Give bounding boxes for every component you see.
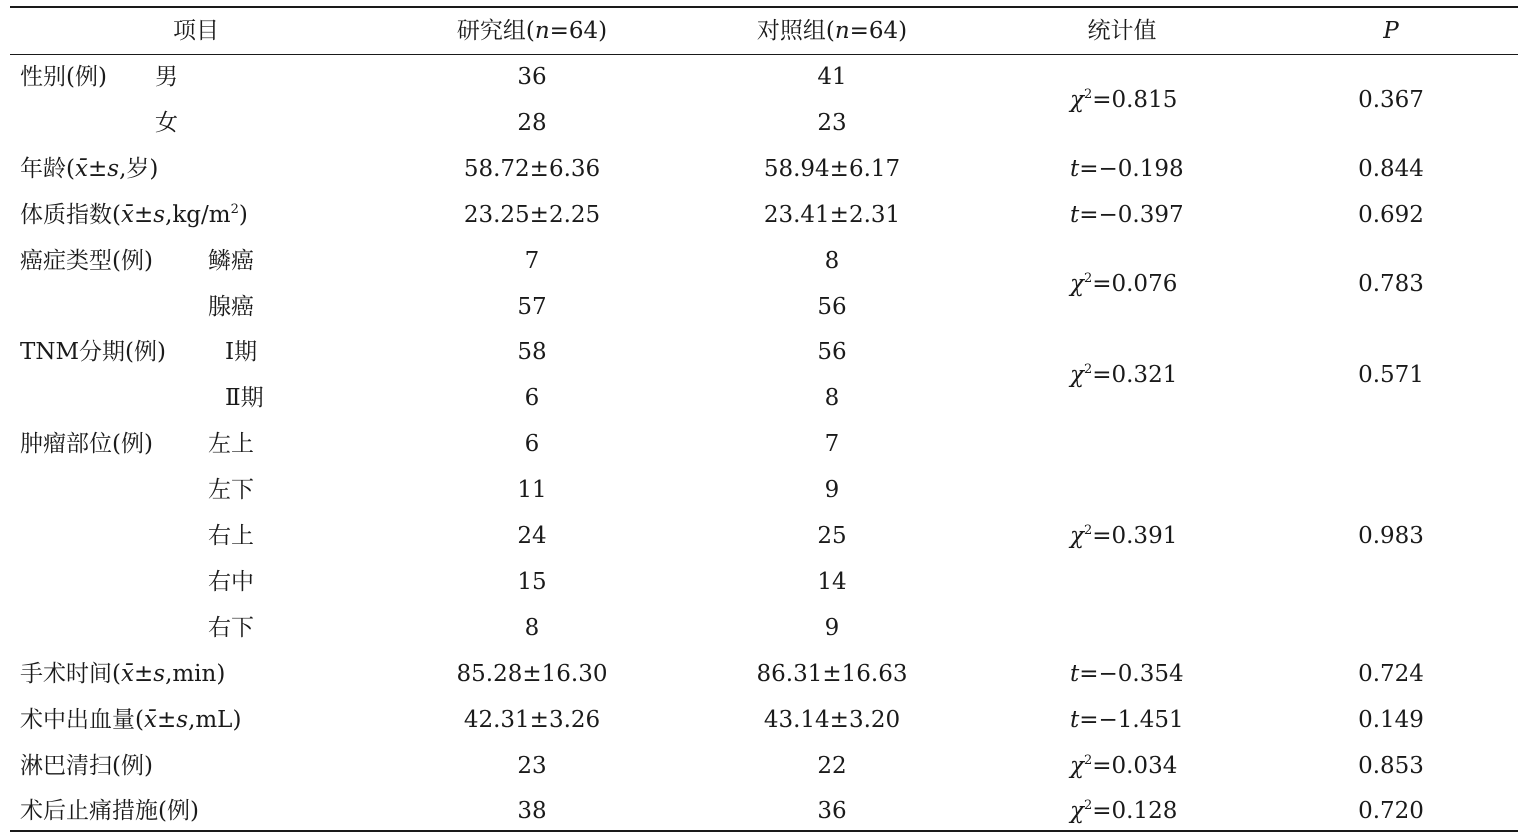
- p-value: 0.783: [1358, 270, 1424, 297]
- study-group-value: 8: [524, 614, 540, 641]
- row-subitem-label: 右下: [208, 614, 254, 641]
- p-value: 0.724: [1358, 660, 1424, 687]
- control-group-value: 9: [824, 477, 840, 504]
- p-value: 0.571: [1358, 362, 1424, 389]
- p-value: 0.720: [1358, 798, 1424, 825]
- row-subitem-label: 腺癌: [208, 293, 254, 320]
- row-item-label: 肿瘤部位(例): [20, 431, 153, 458]
- statistic-value: $\chi^2=0.321$: [1070, 362, 1178, 389]
- p-value: 0.692: [1358, 201, 1424, 228]
- row-item-label: 年龄(x̄±s,岁): [20, 155, 159, 182]
- statistic-value: t=−0.198: [1070, 155, 1184, 182]
- row-item-label: 术中出血量(x̄±s,mL): [20, 706, 242, 733]
- row-item-label: TNM分期(例): [20, 339, 166, 366]
- study-group-value: 6: [524, 431, 540, 458]
- row-subitem-label: 右上: [208, 523, 254, 549]
- control-group-value: 22: [817, 752, 847, 779]
- table-bottom-rule: [10, 830, 1518, 832]
- study-group-value: 6: [524, 385, 540, 412]
- statistic-value: t=−0.397: [1070, 201, 1184, 228]
- study-group-value: 42.31±3.26: [463, 706, 601, 733]
- row-subitem-label: 女: [155, 109, 178, 136]
- row-item-label: 术后止痛措施(例): [20, 798, 199, 825]
- row-subitem-label: 鳞癌: [208, 247, 254, 274]
- control-group-value: 23: [817, 109, 847, 136]
- row-subitem-label: 左上: [208, 431, 254, 458]
- row-subitem-label: 左下: [208, 477, 254, 504]
- control-group-value: 8: [824, 385, 840, 412]
- p-value: 0.853: [1358, 752, 1424, 779]
- row-item-label: 手术时间(x̄±s,min): [20, 660, 226, 687]
- control-group-value: 25: [817, 523, 847, 549]
- study-group-value: 7: [524, 247, 540, 274]
- control-group-value: 56: [817, 293, 847, 320]
- control-group-value: 23.41±2.31: [763, 201, 901, 228]
- header-control-group: 对照组(n=64): [756, 18, 908, 44]
- header-study-group: 研究组(n=64): [456, 18, 608, 44]
- study-group-value: 58: [517, 339, 547, 366]
- statistic-value: t=−1.451: [1070, 706, 1184, 733]
- control-group-value: 43.14±3.20: [763, 706, 901, 733]
- statistic-value: $\chi^2=0.076$: [1070, 270, 1178, 297]
- statistic-value: $\chi^2=0.391$: [1070, 523, 1178, 549]
- study-group-value: 24: [517, 523, 547, 549]
- row-item-label: 性别(例): [20, 64, 107, 90]
- study-group-value: 28: [517, 109, 547, 136]
- p-value: 0.844: [1358, 155, 1424, 182]
- p-value: 0.983: [1358, 523, 1424, 549]
- statistic-value: $\chi^2=0.815$: [1070, 86, 1178, 113]
- study-group-value: 23: [517, 752, 547, 779]
- statistic-value: t=−0.354: [1070, 660, 1184, 687]
- control-group-value: 41: [817, 64, 847, 90]
- control-group-value: 58.94±6.17: [763, 155, 901, 182]
- row-subitem-label: 男: [155, 64, 178, 90]
- study-group-value: 11: [517, 477, 547, 504]
- row-subitem-label: Ⅰ期: [225, 339, 258, 366]
- control-group-value: 14: [817, 568, 847, 595]
- header-statistic: 统计值: [1087, 18, 1157, 44]
- row-item-label: 癌症类型(例): [20, 247, 153, 274]
- p-value: 0.367: [1358, 86, 1424, 113]
- row-subitem-label: Ⅱ期: [225, 385, 264, 412]
- table-header-rule: [10, 54, 1518, 55]
- header-p-value: P: [1383, 18, 1399, 44]
- study-group-value: 15: [517, 568, 547, 595]
- control-group-value: 8: [824, 247, 840, 274]
- study-group-value: 57: [517, 293, 547, 320]
- statistic-value: $\chi^2=0.034$: [1070, 752, 1178, 779]
- study-group-value: 58.72±6.36: [463, 155, 601, 182]
- table-top-rule: [10, 6, 1518, 8]
- header-item: 项目: [173, 18, 219, 44]
- control-group-value: 7: [824, 431, 840, 458]
- row-item-label: 淋巴清扫(例): [20, 752, 153, 779]
- study-group-value: 85.28±16.30: [456, 660, 608, 687]
- statistic-value: $\chi^2=0.128$: [1070, 798, 1178, 825]
- control-group-value: 9: [824, 614, 840, 641]
- control-group-value: 86.31±16.63: [756, 660, 908, 687]
- control-group-value: 36: [817, 798, 847, 825]
- p-value: 0.149: [1358, 706, 1424, 733]
- study-group-value: 38: [517, 798, 547, 825]
- row-item-label: 体质指数$(x̄\pm s,kg/m^2)$: [20, 201, 248, 228]
- study-group-value: 23.25±2.25: [463, 201, 601, 228]
- row-subitem-label: 右中: [208, 568, 254, 595]
- study-group-value: 36: [517, 64, 547, 90]
- control-group-value: 56: [817, 339, 847, 366]
